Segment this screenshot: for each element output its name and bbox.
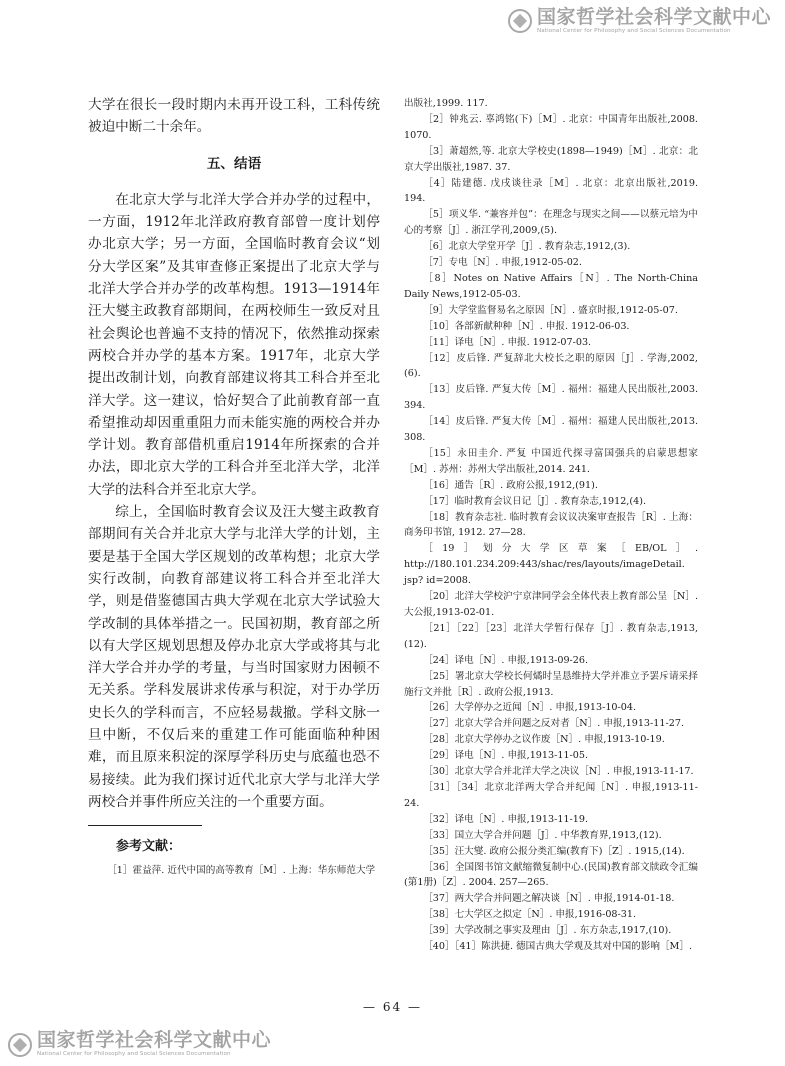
reference-26: ［26］大学停办之近闻［N］. 申报,1913-10-04. [423,702,637,714]
reference-2: ［2］钟兆云. 辜鸿铭(下)［M］. 北京：中国青年出版社,2008. 1070. [404,113,698,141]
paragraph-1: 在北京大学与北洋大学合并办学的过程中，一方面，1912年北洋政府教育部曾一度计划停办北京大学；另一方面，全国临时教育会议“划分大学区案”及其审查修正案提出了北京大学与北洋大学合并办学的改革构想。1913—1914年汪大燮主政教育部期间，在两校师生一致反对且社会舆论也普遍不支持的情况下，依然推动探索两校合并办学的基本方案。1917年，北京大学提出改制计划，向教育部建议将其工科合并至北洋大学。这一建议，恰好契合了此前教育部一直希望推动却因重重阻力而未能实施的两校合并办学计划。教育部借机重启1914年所探索的合并办法，即北京大学的工科合并至北洋大学，北洋大学的法科合并至北京大学。 [88,191,380,498]
watermark-top [508,8,771,35]
reference-18: ［18］教育杂志社. 临时教育会议议决案审查报告［R］. 上海：商务印书馆, 1912. 27—28. [404,511,698,539]
reference-6: ［6］北京大学堂开学［J］. 教育杂志,1912,(3). [423,241,631,253]
reference-5: ［5］项义华. “兼容并包”：在理念与现实之间——以蔡元培为中心的考察［J］. 浙江学刊,2009,(5). [404,209,698,237]
reference-16: ［16］通告［R］. 政府公报,1912,(91). [423,479,598,491]
reference-9: ［9］大学堂监督易名之原因［N］. 盛京时报,1912-05-07. [423,304,678,316]
reference-36: ［36］全国图书馆文献缩微复制中心.(民国)教育部文牍政令汇编(第1册)［Z］. 2004. 257—265. [404,861,698,889]
watermark-bottom [8,1031,271,1058]
left-column [88,94,380,878]
watermark-cn: 国家哲学社会科学文献中心 [37,1029,272,1052]
reference-31-34: ［31］［34］北京北洋两大学合并纪闻［N］. 申报,1913-11-24. [404,781,698,809]
reference-20: ［20］北洋大学校沪宁京津同学会全体代表上教育部公呈［N］. 大公报,1913-02-01. [404,591,698,618]
center-logo-icon [8,1033,32,1057]
paragraph-continued: 大学在很长一段时期内未再开设工科，工科传统被迫中断二十余年。 [88,97,380,136]
reference-continued: 出版社,1999. 117. [404,98,488,109]
reference-40-41: ［40］［41］陈洪捷. 德国古典大学观及其对中国的影响［M］. [423,941,693,953]
reference-19: ［19］划分大学区草案［EB/OL］. http://180.101.234.209:443/shac/res/layouts/imageDetail. jsp? id=2008. [404,543,698,587]
section-heading: 五、结语 [206,155,262,172]
reference-10: ［10］各部新献种种［N］. 申报. 1912-06-03. [423,320,630,332]
watermark-cn: 国家哲学社会科学文献中心 [536,6,771,28]
center-logo-icon [508,9,532,33]
reference-38: ［38］七大学区之拟定［N］. 申报,1916-08-31. [423,909,637,921]
references-title: 参考文献： [116,839,182,855]
reference-29: ［29］译电［N］. 申报,1913-11-05. [423,750,589,762]
reference-7: ［7］专电［N］. 申报,1912-05-02. [423,257,582,269]
footnote-rule [88,825,202,826]
reference-24: ［24］译电［N］. 申报,1913-09-26. [423,654,589,666]
reference-39: ［39］大学改制之事实及理由［J］. 东方杂志,1917,(10). [423,925,672,937]
reference-27: ［27］北京大学合并问题之反对者［N］. 申报,1913-11-27. [423,718,684,730]
references-column [404,96,698,955]
reference-33: ［33］国立大学合并问题［J］. 中华教育界,1913,(12). [423,829,662,841]
reference-35: ［35］汪大燮. 政府公报分类汇编(教育下)［Z］. 1915,(14). [423,845,685,857]
reference-30: ［30］北京大学合并北洋大学之决议［N］. 申报,1913-11-17. [423,766,694,778]
reference-4: ［4］陆建德. 戊戌谈往录［M］. 北京：北京出版社,2019. 194. [404,177,698,205]
reference-14: ［14］皮后锋. 严复大传［M］. 福州：福建人民出版社,2013. 308. [404,416,698,444]
reference-37: ［37］两大学合并问题之解决谈［N］. 申报,1914-01-18. [423,893,675,905]
reference-3: ［3］萧超然,等. 北京大学校史(1898—1949)［M］. 北京：北京大学出版社,1987. 37. [404,145,698,173]
watermark-en: National Center for Philosophy and Social Sciences Documentation [37,1051,231,1058]
reference-17: ［17］临时教育会议日记［J］. 教育杂志,1912,(4). [423,495,646,507]
reference-8: ［8］Notes on Native Affairs［N］. The North-China Daily News,1912-05-03. [404,272,698,300]
reference-25: ［25］署北京大学校长何燏时呈恳维持大学并准立予罢斥请采择施行文并批［R］. 政府公报,1913. [404,670,698,698]
reference-12: ［12］皮后锋. 严复辞北大校长之职的原因［J］. 学海,2002,(6). [404,352,698,380]
paragraph-2: 综上，全国临时教育会议及汪大燮主政教育部期间有关合并北京大学与北洋大学的计划，主要是基于全国大学区规划的改革构想；北京大学实行改制，向教育部建议将工科合并至北洋大学，则是借鉴德国古典大学观在北京大学试验大学改制的具体举措之一。民国初期，教育部之所以有大学区规划思想及停办北京大学或将其与北洋大学合并办学的考量，与当时国家财力困顿不无关系。学科发展讲求传承与积淀，对于办学历史长久的学科而言，不应轻易裁撤。学科文脉一旦中断，不仅后来的重建工作可能面临种种困难，而且原来积淀的深厚学科历史与底蕴也恐不易接续。此为我们探讨近代北京大学与北洋大学两校合并事件所应关注的一个重要方面。 [88,504,380,810]
reference-21-23: ［21］［22］［23］北洋大学暂行保存［J］. 教育杂志,1913,(12). [404,622,698,650]
reference-11: ［11］译电［N］. 申报. 1912-07-03. [423,336,592,348]
reference-1: ［1］霍益萍. 近代中国的高等教育［M］. 上海：华东师范大学 [107,864,376,876]
watermark-en: National Center for Philosophy and Social Sciences Documentation [536,28,731,34]
reference-15: ［15］永田圭介. 严复 中国近代探寻富国强兵的启蒙思想家［M］. 苏州：苏州大学出版社,2014. 241. [404,447,698,475]
reference-28: ［28］北京大学停办之议作废［N］. 申报,1913-10-19. [423,734,665,746]
reference-32: ［32］译电［N］. 申报,1913-11-19. [423,813,589,825]
page-number: — 64 — [363,1000,422,1014]
reference-13: ［13］皮后锋. 严复大传［M］. 福州：福建人民出版社,2003. 394. [404,384,698,412]
